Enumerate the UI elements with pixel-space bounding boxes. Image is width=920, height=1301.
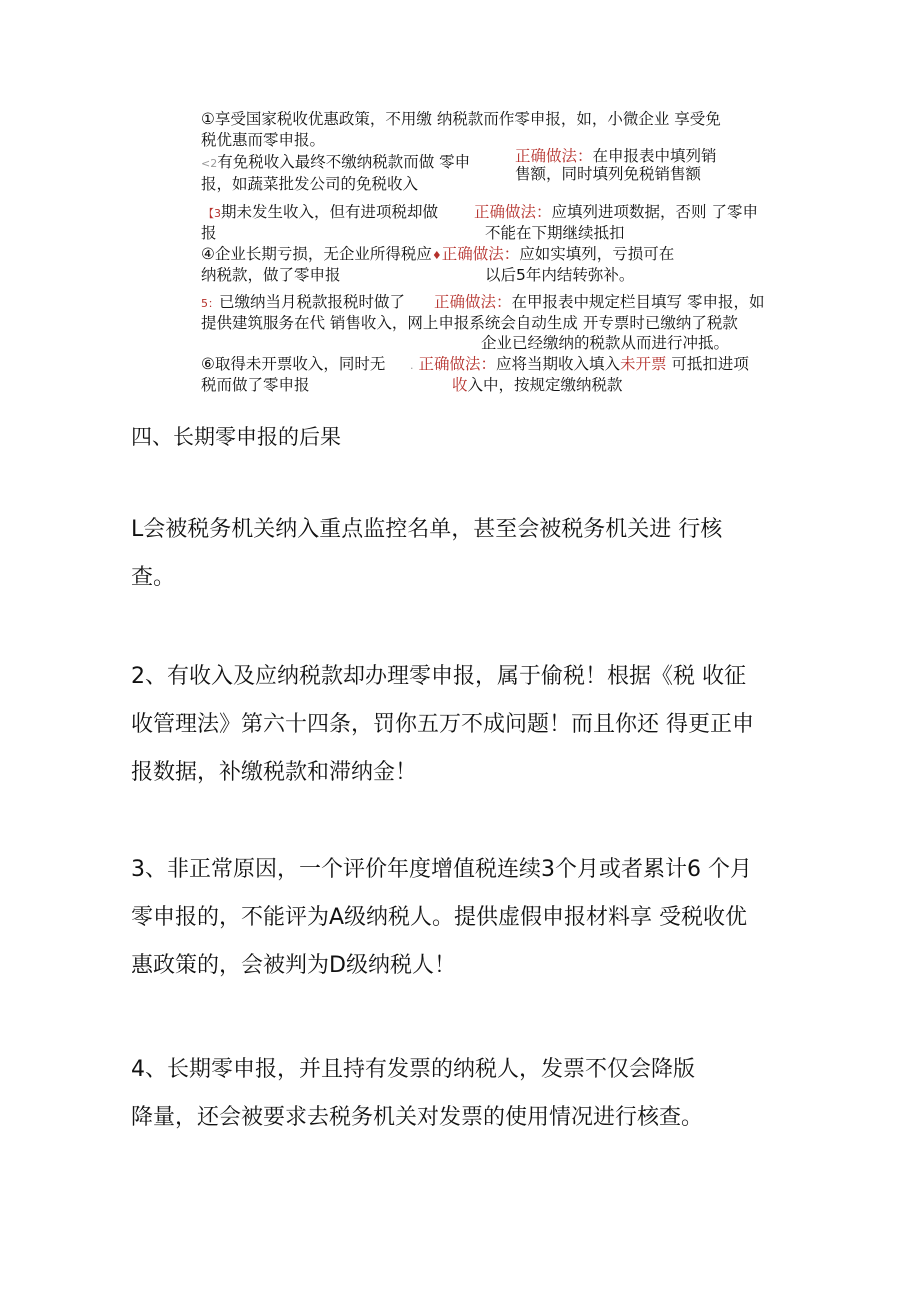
item-6-line-2: 税而做了零申报 (201, 376, 310, 394)
paragraph-4-line-2: 降量，还会被要求去税务机关对发票的使用情况进行核查。 (131, 1105, 704, 1130)
paragraph-3-line-1: 3、非正常原因，一个评价年度增值税连续3个月或者累计6 个月 (131, 857, 752, 882)
item-5-text: 已缴纳当月税款报税时做了 (219, 293, 406, 311)
item-1-line-1: ①享受国家税收优惠政策，不用缴 纳税款而作零申报，如，小微企业 享受免 (201, 110, 721, 128)
item-5-marker: 5： (201, 297, 219, 310)
item-5-fix-line-1 (434, 292, 764, 313)
item-5-fix-label: 正确做法： (434, 293, 512, 311)
item-3-fix-line-1 (474, 202, 758, 223)
item-4-line-2: 纳税款，做了零申报 (201, 266, 341, 284)
item-3-text: 期未发生收入，但有进项税却做 (221, 203, 439, 221)
item-2-text: 有免税收入最终不缴纳税款而做 零申 (217, 153, 471, 171)
paragraph-3-line-2: 零申报的，不能评为A级纳税人。提供虚假申报材料享 受税收优 (131, 905, 748, 930)
item-6-fix2-text: 入中，按规定缴纳税款 (467, 376, 623, 394)
paragraph-1-line-1: L会被税务机关纳入重点监控名单，甚至会被税务机关进 行核 (131, 517, 723, 542)
item-4-fix-line-2: 以后5年内结转弥补。 (485, 266, 635, 284)
paragraph-2-line-2: 收管理法》第六十四条，罚你五万不成问题！而且你还 得更正申 (131, 712, 754, 737)
item-6-fix-text-a: 应将当期收入填入 (495, 355, 620, 373)
item-1-line-2: 税优惠而零申报。 (201, 131, 326, 149)
item-5-line-1 (201, 292, 405, 314)
item-2-fix-label: 正确做法： (515, 147, 593, 165)
paragraph-2-line-3: 报数据，补缴税款和滞纳金！ (131, 760, 418, 785)
item-3-line-2: 报 (201, 224, 217, 242)
item-4-fix-label: 正确做法： (441, 245, 520, 263)
item-5-line-2: 提供建筑服务在代 销售收入，网上申报系统会自动生成 开专票时已缴纳了税款 (201, 314, 738, 332)
item-6-line-1: ⑥取得未开票收入，同时无 (201, 355, 386, 373)
item-3-fix-line-2: 不能在下期继续抵扣 (485, 224, 625, 242)
item-2-line-2: 报，如蔬菜批发公司的免税收入 (201, 175, 419, 193)
item-2-line-1 (201, 152, 470, 174)
item-5-line-3: 企业已经缴纳的税款从而进行冲抵。 (481, 334, 730, 352)
section-title: 四、长期零申报的后果 (131, 425, 341, 449)
item-6-fix-text-c: 可抵扣进项 (666, 355, 749, 373)
paragraph-4 (131, 1046, 703, 1142)
paragraph-4-line-1: 4、长期零申报，并且持有发票的纳税人，发票不仅会降版 (131, 1057, 695, 1082)
paragraph-2 (131, 653, 754, 797)
bullet-icon: ♦ (431, 249, 442, 262)
item-3-fix-label: 正确做法： (474, 203, 552, 221)
item-6-fix-label: 正确做法： (418, 355, 496, 373)
paragraph-1-line-2: 查。 (131, 565, 176, 590)
item-4-fix-text: 应如实填列，亏损可在 (519, 245, 675, 263)
item-6-fix-highlight: 未开票 (619, 355, 667, 373)
item-3-fix-text: 应填列进项数据，否则 了零申 (551, 203, 758, 221)
item-5-fix-text: 在甲报表中规定栏目填写 零申报，如 (511, 293, 765, 311)
paragraph-1 (131, 506, 722, 602)
item-6-fix-line-1 (410, 354, 749, 376)
item-2-marker: <2 (201, 157, 218, 170)
paragraph-2-line-1: 2、有收入及应纳税款却办理零申报，属于偷税！根据《税 收征 (131, 664, 746, 689)
item-6-fix2-highlight: 收 (452, 376, 468, 394)
item-3-line-1 (203, 202, 438, 224)
item-2-fix-line-2: 售额，同时填列免税销售额 (515, 165, 702, 183)
item-4-text: ④企业长期亏损，无企业所得税应 (201, 245, 432, 263)
item-6-dot: . (410, 359, 414, 372)
item-2-fix-text: 在申报表中填列销 (592, 147, 717, 165)
item-3-marker: 【3 (203, 207, 221, 220)
paragraph-3 (131, 846, 752, 990)
paragraph-3-line-3: 惠政策的，会被判为D级纳税人！ (131, 953, 456, 978)
item-6-fix-line-2 (452, 375, 623, 396)
item-4-line-1 (201, 244, 674, 266)
